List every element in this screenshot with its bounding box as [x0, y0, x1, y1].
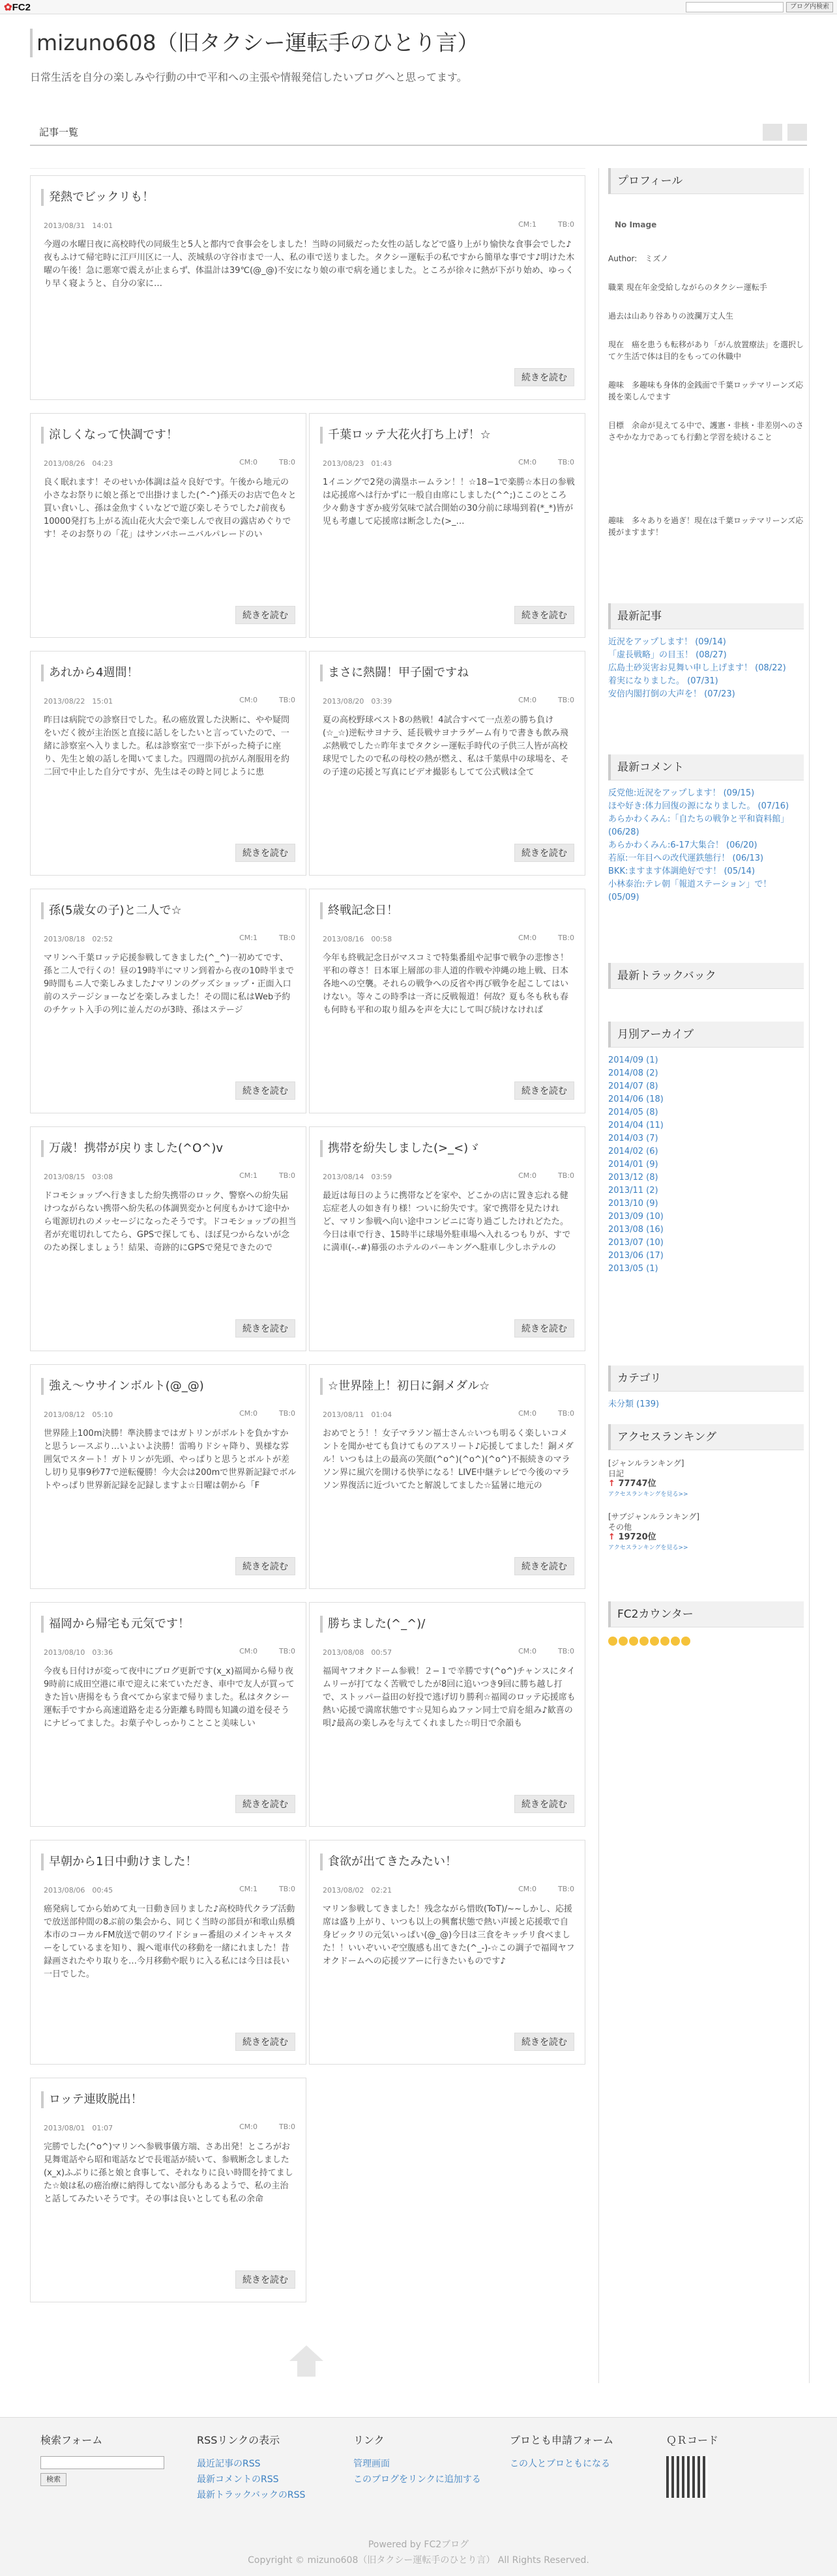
archive-month-link[interactable]: 2014/08 (2): [608, 1068, 658, 1078]
menu-item-article-list[interactable]: 記事一覧: [39, 126, 79, 138]
post-comment-count[interactable]: CM:0: [518, 1885, 536, 1893]
archive-heading: 月別アーカイブ: [608, 1022, 804, 1048]
post-title[interactable]: 携帯を紛失しました(>_<)ゞ: [320, 1140, 578, 1157]
post-comment-count[interactable]: CM:0: [239, 696, 257, 704]
post-date: 2013/08/12 05:10: [44, 1410, 113, 1419]
read-more-button[interactable]: 続きを読む: [235, 1557, 295, 1575]
post-title[interactable]: 食欲が出てきたみたい！: [320, 1853, 578, 1870]
post-excerpt: マリンへ千葉ロッテ応援参戦してきました(^_^)一初めてです、孫と二人で行くの！昼の19時半にマリン到着から夜の10時半まで9時間もニ人で楽しみました♪マリンのグッズショップ・正面入口前のステージショーなどを楽しみました！その間に私はWeb予約のチケット入手の列に並んだのが3時、孫はステージ: [44, 953, 295, 1015]
post-card: [30, 1602, 306, 1827]
archive-month-link[interactable]: 2014/06 (18): [608, 1095, 664, 1104]
post-meta: [44, 1647, 295, 1657]
post-card: [309, 1126, 585, 1351]
add-link-link[interactable]: このブログをリンクに追加する: [353, 2474, 481, 2485]
post-meta: [323, 696, 574, 706]
post-meta: [323, 458, 574, 468]
read-more-button[interactable]: 続きを読む: [235, 1319, 295, 1338]
trackback-heading: 最新トラックバック: [608, 963, 804, 989]
archive-month-link[interactable]: 2014/05 (8): [608, 1108, 658, 1117]
powered-by[interactable]: Powered by FC2ブログ: [368, 2540, 469, 2550]
post-card: [30, 2078, 306, 2302]
archive-month-link[interactable]: 2014/07 (8): [608, 1081, 658, 1091]
post-meta: [44, 458, 295, 468]
friend-request-link[interactable]: この人とブロともになる: [510, 2459, 610, 2469]
blog-description: 日常生活を自分の楽しみや行動の中で平和への主張や情報発信したいブログへと思ってます。: [30, 71, 467, 83]
footer-links: [353, 2432, 484, 2487]
post-comment-count[interactable]: CM:1: [239, 1885, 257, 1893]
post-card: [309, 889, 585, 1113]
post-date: 2013/08/15 03:08: [44, 1173, 113, 1181]
recent-comment-link[interactable]: 若原:一年目への改代運鉄態行！ (06/13): [608, 853, 764, 863]
post-date: 2013/08/23 01:43: [323, 459, 392, 468]
archive-month-link[interactable]: 2013/12 (8): [608, 1173, 658, 1182]
rss-link-posts[interactable]: 最近記事のRSS: [197, 2459, 261, 2469]
archive-month-link[interactable]: 2014/04 (11): [608, 1121, 664, 1130]
footer-copyright: [0, 2537, 837, 2568]
post-title[interactable]: 千葉ロッテ大花火打ち上げ！☆: [320, 427, 578, 444]
post-excerpt: 世界陸上100m決勝！準決勝まではガトリンがボルトを負かすかと思うレースぶり…いよいよ決勝！雷鳴りドシャ降り、異様な雰囲気でスタート！ガトリンが先頭、やっぱりと思うとボルトが差し切り見事9秒77で逆転優勝！今大会は200mで世界新記録でボルトやっぱり世界新記録を記録しますよ☆日曜は朝から「F: [44, 1429, 297, 1491]
archive-list: [608, 1054, 804, 1276]
profile-heading: プロフィール: [608, 168, 804, 194]
footer-links-heading: リンク: [353, 2434, 385, 2446]
post-card: [309, 1602, 585, 1827]
post-excerpt: マリン参戦してきました！残念ながら惜敗(ToT)/~~しかし、応援席は盛り上がり、いつも以上の興奮状態で熱い声援と応援歌で自身ビックリの元気いっぱい(@_@)今日は三食をキッチリ食べました！！いいぞいいぞ空腹感も出てきた(^_-)-☆この調子で福岡ヤフオクドームへの応援ツアーに行きたいものです♪: [323, 1904, 575, 1966]
post-card: [30, 651, 306, 876]
trackback-box: [608, 963, 804, 989]
recent-comment-link[interactable]: あらかわくみん:「自たちの戦争と平和資料館」 (06/28): [608, 814, 789, 837]
profile-box: [608, 168, 804, 538]
read-more-button[interactable]: 続きを読む: [514, 2033, 574, 2051]
post-card: [30, 1126, 306, 1351]
profile-line: 趣味 多々ありを過ぎ！現在は千葉ロッテマリーンズ応援がますます！: [608, 516, 804, 537]
footer-friend: [510, 2432, 634, 2472]
rank2-genre: その他: [608, 1523, 632, 1532]
category-item[interactable]: 未分類 (139): [608, 1399, 660, 1409]
recent-post-link[interactable]: 「虚長戦略」の目玉！ (08/27): [608, 650, 727, 660]
post-comment-count[interactable]: CM:0: [239, 1647, 257, 1655]
post-date: 2013/08/11 01:04: [323, 1410, 392, 1419]
read-more-button[interactable]: 続きを読む: [235, 1081, 295, 1100]
rss-link-comments[interactable]: 最新コメントのRSS: [197, 2474, 279, 2485]
post-excerpt: 1イニングで2発の満塁ホームラン！！☆18−1で楽勝☆本日の参戦は応援席へは行かずに一般自由席にしました(^^;)ここのところ少々動きすぎか疲労気味で試合開始の30分前に球場到着(*_*)皆が児も考慮して応援席は断念した(>_…: [323, 478, 575, 526]
post-meta: [323, 1885, 574, 1895]
archive-month-link[interactable]: 2014/01 (9): [608, 1160, 658, 1169]
post-date: 2013/08/20 03:39: [323, 697, 392, 706]
blog-search-input[interactable]: [686, 2, 784, 12]
post-title[interactable]: 発熱でビックリも！: [41, 189, 578, 206]
post-date: 2013/08/16 00:58: [323, 935, 392, 943]
post-date: 2013/08/01 01:07: [44, 2124, 113, 2132]
recent-comment-link[interactable]: ほや好き:体力回復の源になりました。 (07/16): [608, 801, 789, 811]
menu-bar: [30, 122, 807, 146]
post-comment-count[interactable]: CM:0: [239, 1409, 257, 1418]
post-title[interactable]: 強え〜ウサインボルト(@_@): [41, 1378, 299, 1395]
read-more-button[interactable]: 続きを読む: [514, 606, 574, 624]
post-trackback-count[interactable]: TB:0: [558, 1647, 574, 1655]
read-more-button[interactable]: 続きを読む: [514, 1319, 574, 1338]
post-title[interactable]: 早朝から1日中動けました！: [41, 1853, 299, 1870]
post-trackback-count[interactable]: TB:0: [279, 934, 295, 942]
footer-search-input[interactable]: [40, 2456, 164, 2469]
read-more-button[interactable]: 続きを読む: [514, 1081, 574, 1100]
profile-line: 過去は山あり谷ありの波瀾万丈人生: [608, 311, 734, 321]
post-comment-count[interactable]: CM:0: [518, 1409, 536, 1418]
profile-line: 趣味 多趣味も身体的金銭面で千葉ロッテマリーンズ応援を楽しんでます: [608, 380, 804, 401]
post-card: [309, 1364, 585, 1589]
post-trackback-count[interactable]: TB:0: [558, 1171, 574, 1180]
rank1-label: [ジャンルランキング]: [608, 1459, 684, 1468]
post-title[interactable]: 涼しくなって快調です！: [41, 427, 299, 444]
recent-posts-heading: 最新記事: [608, 603, 804, 629]
post-card: [309, 1840, 585, 2065]
rank2-link[interactable]: アクセスランキングを見る>>: [608, 1545, 688, 1551]
post-card: [309, 413, 585, 638]
archive-month-link[interactable]: 2013/05 (1): [608, 1264, 658, 1274]
post-meta: [44, 934, 295, 944]
post-card: [30, 175, 585, 400]
recent-post-link[interactable]: 近況をアップします！ (09/14): [608, 637, 726, 647]
footer-friend-heading: ブロとも申請フォーム: [510, 2434, 614, 2446]
post-card: [30, 413, 306, 638]
post-comment-count[interactable]: CM:0: [518, 1171, 536, 1180]
post-excerpt: 昨日は病院での診察日でした。私の癌放置した決断に、やや疑問をいだく彼が主治医と直接に話しをしたいと言っていたので、一緒に診察室へ入りました。私は診察室で一歩下がった椅子に座り、先生と娘の話しを聞いてました。四週間の抗がん剤服用を約二回で中止した自分ですが、先生はその時と同じように患: [44, 715, 290, 777]
blog-header: [30, 29, 812, 84]
rank1-genre: 日記: [608, 1469, 624, 1478]
post-title[interactable]: あれから4週間！: [41, 665, 299, 681]
post-comment-count[interactable]: CM:1: [518, 220, 536, 229]
post-title[interactable]: まさに熱闘！甲子園ですね: [320, 665, 578, 681]
post-meta: [323, 1409, 574, 1420]
post-comment-count[interactable]: CM:0: [239, 458, 257, 466]
footer-qr-heading: ＱＲコード: [666, 2434, 719, 2446]
post-comment-count[interactable]: CM:0: [518, 696, 536, 704]
qr-code-icon: [666, 2456, 708, 2498]
category-heading: カテゴリ: [608, 1366, 804, 1392]
read-more-button[interactable]: 続きを読む: [235, 2033, 295, 2051]
post-date: 2013/08/10 03:36: [44, 1648, 113, 1657]
post-excerpt: 福岡ヤフオクドーム参戦！２−１で辛勝です(^o^)チャンスにタイムリーが打てなく苦戦でしたが8回に追いつき9回に勝ち越し打で、ストッパー益田の好投で逃げ切り勝利☆福岡のロッテ応援席も熱い応援で満席状態です☆見知らぬファン同士で肩を組み♪歓喜の唄♪最高の楽しみを与えてくれました☆明日で余韻も: [323, 1667, 576, 1728]
fc2-logo[interactable]: ✿FC2: [4, 2, 31, 13]
post-meta: [44, 2123, 295, 2133]
archive-month-link[interactable]: 2013/08 (16): [608, 1225, 664, 1235]
read-more-button[interactable]: 続きを読む: [514, 1557, 574, 1575]
post-meta: [44, 1885, 295, 1895]
post-meta: [44, 696, 295, 706]
profile-text: [608, 253, 804, 538]
read-more-button[interactable]: 続きを読む: [235, 2270, 295, 2289]
post-title[interactable]: 万歳！携帯が戻りました(^O^)v: [41, 1140, 299, 1157]
post-trackback-count[interactable]: TB:0: [279, 1409, 295, 1418]
post-title[interactable]: 福岡から帰宅も元気です！: [41, 1616, 299, 1633]
post-excerpt: 癌発病してから始めて丸一日動き回りました♪高校時代クラブ活動で放送部仲間の8ぶ前の集会から、同じく当時の部員が和歌山県橋本市のコーカルFM放送で朝のワイドショー番組のメインキャスターをしているまを知り、親へ電車代の移動を一緒にれました！昔録画されたやり取りを…今月移動や眠りに入る私には今日は長い一日でした。: [44, 1904, 295, 1979]
post-trackback-count[interactable]: TB:0: [279, 2123, 295, 2131]
sidebar: [598, 168, 810, 2383]
post-title[interactable]: ☆世界陸上！初日に銅メダル☆: [320, 1378, 578, 1395]
post-trackback-count[interactable]: TB:0: [279, 1885, 295, 1893]
post-card: [30, 1364, 306, 1589]
list-view-icon[interactable]: [787, 124, 807, 141]
post-title[interactable]: 勝ちました(^_^)/: [320, 1616, 578, 1633]
footer-search-button[interactable]: 検索: [40, 2473, 66, 2486]
profile-line: 目標 余命が見えてる中で、護憲・非核・非差別へのささやかな力であっても行動と学習を続けること: [608, 421, 804, 442]
post-excerpt: ドコモショップへ行きました紛失携帯のロック、警察への紛失届けつながらない携帯へ紛失私の体調異変かと何度もかけて途中から電源切れのメッセージになったそうです。ドコモショップの担当者が充電切れしてたら、GPSで探しても、ほぼ見つからないが念のため探しましょう！結果、奇跡的にGPSで発見できたので: [44, 1191, 297, 1253]
post-date: 2013/08/31 14:01: [44, 222, 113, 230]
post-meta: [323, 1647, 574, 1657]
recent-post-link[interactable]: 着実になりました。 (07/31): [608, 676, 718, 686]
recent-posts-list: [608, 636, 804, 701]
admin-link[interactable]: 管理画面: [353, 2459, 390, 2469]
recent-comment-link[interactable]: 反党他:近況をアップします！ (09/15): [608, 788, 755, 798]
archive-month-link[interactable]: 2013/07 (10): [608, 1238, 664, 1248]
archive-month-link[interactable]: 2013/09 (10): [608, 1212, 664, 1222]
post-date: 2013/08/08 00:57: [323, 1648, 392, 1657]
post-trackback-count[interactable]: TB:0: [558, 1885, 574, 1893]
recent-post-link[interactable]: 安倍内閣打倒の大声を！ (07/23): [608, 689, 735, 699]
blog-search-button[interactable]: ブログ内検索: [786, 2, 833, 12]
post-card: [30, 1840, 306, 2065]
post-meta: [44, 1171, 295, 1182]
post-card: [30, 889, 306, 1113]
rank1-value: 77747位: [618, 1479, 656, 1489]
recent-comments-box: [608, 754, 804, 904]
ranking-heading: アクセスランキング: [608, 1424, 804, 1450]
rank-up-arrow-icon: ↑: [608, 1479, 615, 1489]
post-excerpt: 良く眠れます！そのせいか体調は益々良好です。午後から地元の小さなお祭りに娘と孫とで出掛けました(^-^)孫天のお店で色々と買い食いし、孫は金魚すくいなどで遊び楽しそうでした♪前夜も10000発打ち上がる流山花火大会で楽しんで夜目の露店めぐりです！そのお祭りの「花」はサンバホーニバルパレードのい: [44, 478, 297, 539]
post-meta: [44, 220, 574, 231]
ranking-box: [608, 1424, 804, 1553]
counter-box: [608, 1601, 804, 1646]
recent-comments-heading: 最新コメント: [608, 754, 804, 780]
post-trackback-count[interactable]: TB:0: [558, 458, 574, 466]
recent-post-link[interactable]: 広島土砂災害お見舞い申し上げます！ (08/22): [608, 663, 786, 673]
grid-view-icon[interactable]: [763, 124, 782, 141]
rank2-label: [サブジャンルランキング]: [608, 1512, 699, 1521]
copyright-text: Copyright © mizuno608（旧タクシー運転手のひとり言） All Rights Reserved.: [248, 2555, 589, 2566]
archive-month-link[interactable]: 2013/10 (9): [608, 1199, 658, 1209]
recent-comments-list: [608, 787, 804, 904]
recent-comment-link[interactable]: あらかわくみん:6-17大集合！ (06/20): [608, 840, 757, 850]
post-trackback-count[interactable]: TB:0: [558, 696, 574, 704]
read-more-button[interactable]: 続きを読む: [514, 368, 574, 386]
post-excerpt: おめでとう！！女子マラソン福士さん☆いつも明るく楽しいコメントを聞かせても負けてものアスリート♪応援してました！銅メダル！いつもは上の最高の笑顔(^o^)(^o^)(^o^)不振続きのマラソン界に風穴を開ける快挙になる！LIVE中継テレビで今後のマラソン界復活に近づいてたと解説してました☆猛暑に地元の: [323, 1429, 574, 1491]
recent-posts-box: [608, 603, 804, 701]
footer-rss-heading: RSSリンクの表示: [197, 2434, 280, 2446]
post-comment-count[interactable]: CM:1: [239, 934, 257, 942]
post-trackback-count[interactable]: TB:0: [558, 1409, 574, 1418]
post-comment-count[interactable]: CM:0: [239, 2123, 257, 2131]
page-top-icon[interactable]: [287, 2343, 326, 2379]
read-more-button[interactable]: 続きを読む: [514, 844, 574, 862]
post-trackback-count[interactable]: TB:0: [279, 1171, 295, 1180]
footer-rss: [197, 2432, 305, 2503]
post-meta: [44, 1409, 295, 1420]
blog-title[interactable]: mizuno608（旧タクシー運転手のひとり言）: [30, 29, 812, 57]
post-trackback-count[interactable]: TB:0: [558, 934, 574, 942]
rank1-link[interactable]: アクセスランキングを見る>>: [608, 1491, 688, 1498]
post-trackback-count[interactable]: TB:0: [279, 1647, 295, 1655]
read-more-button[interactable]: 続きを読む: [235, 606, 295, 624]
post-date: 2013/08/14 03:59: [323, 1173, 392, 1181]
read-more-button[interactable]: 続きを読む: [514, 1795, 574, 1813]
category-box: [608, 1366, 804, 1411]
post-title[interactable]: 孫(5歳女の子)と二人で☆: [41, 902, 299, 919]
recent-comment-link[interactable]: BKK:ますます体調絶好です！ (05/14): [608, 866, 756, 876]
post-date: 2013/08/26 04:23: [44, 459, 113, 468]
profile-image-placeholder: No Image: [615, 220, 657, 229]
profile-line: 現在 癌を患うも転移があり「がん放置療法」を選択してケ生活で体は目的をもっての休職中: [608, 340, 804, 361]
read-more-button[interactable]: 続きを読む: [235, 844, 295, 862]
post-trackback-count[interactable]: TB:0: [558, 220, 574, 229]
post-comment-count[interactable]: CM:0: [518, 934, 536, 942]
footer-qr: [666, 2432, 718, 2498]
footer-search-heading: 検索フォーム: [40, 2434, 103, 2446]
post-excerpt: 夏の高校野球ベスト8の熱戦！4試合すべて一点差の勝ち負け(☆_☆)逆転サヨナラ、延長戦サヨナラゲーム有りで書きも飲み飛ぶ熱戦でした☆昨年までタクシー運転手時代の子供三人皆が高校球児でしたので私の母校の熱が燃え、私は千葉県中の球場を、その子達の応援と写真にビデオ撮影もしてて公式戦は全て: [323, 715, 569, 777]
post-meta: [323, 1171, 574, 1182]
rank2-value: 19720位: [618, 1532, 656, 1542]
archive-month-link[interactable]: 2013/06 (17): [608, 1251, 664, 1261]
archive-month-link[interactable]: 2014/02 (6): [608, 1147, 658, 1156]
post-date: 2013/08/22 15:01: [44, 697, 113, 706]
rss-link-trackbacks[interactable]: 最新トラックバックのRSS: [197, 2490, 306, 2500]
post-trackback-count[interactable]: TB:0: [279, 696, 295, 704]
recent-comment-link[interactable]: 小林泰治:テレ朝「報道ステーション」で！ (05/09): [608, 880, 772, 902]
archive-box: [608, 1022, 804, 1276]
footer-search: [40, 2432, 164, 2486]
post-meta: [323, 934, 574, 944]
fc2-topbar: [0, 0, 837, 14]
archive-month-link[interactable]: 2014/09 (1): [608, 1055, 658, 1065]
post-title[interactable]: ロッテ連敗脱出！: [41, 2091, 299, 2108]
post-excerpt: 完勝でした(^o^)マリンへ参戦事儀方端、さあ出発！ところがお見舞電話やら昭和電話などで長電話が続いて、参戦断念しました(x_x)ふぶりに孫と娘と食事して、それなりに良い時間を持てました☆娘は私の癌治療に納得してない部分もあるようで、私の主治と話してみたいそうです。その事は良いとしても私の余命: [44, 2142, 293, 2204]
read-more-button[interactable]: 続きを読む: [235, 1795, 295, 1813]
access-counter: [608, 1637, 804, 1646]
post-date: 2013/08/02 02:21: [323, 1886, 392, 1895]
profile-line: Author: ミズノ: [608, 254, 669, 263]
post-comment-count[interactable]: CM:1: [239, 1171, 257, 1180]
archive-month-link[interactable]: 2014/03 (7): [608, 1134, 658, 1143]
archive-month-link[interactable]: 2013/11 (2): [608, 1186, 658, 1195]
counter-heading: FC2カウンター: [608, 1601, 804, 1627]
rank-up-arrow-icon: ↑: [608, 1532, 615, 1542]
post-title[interactable]: 終戦記念日！: [320, 902, 578, 919]
post-date: 2013/08/06 00:45: [44, 1886, 113, 1895]
post-excerpt: 今週の水曜日夜に高校時代の同級生と5人と都内で食事会をしました！当時の同級だった女性の話しなどで盛り上がり愉快な食事会でした♪夜もふけて帰宅時に江戸川区に一人、茨城県の守谷市まで一人、私の車で送りました。タクシー運転手の私ですから簡単な事です♪明けた木曜の午後！急に悪寒で震えが止まらず、体温計は39℃(@_@)不安になり娘の車で病を通じました。ところが徐々に熱が下がり始め、ゆっくり早く寝ようと、自分の家に…: [44, 240, 575, 289]
post-comment-count[interactable]: CM:0: [518, 458, 536, 466]
post-comment-count[interactable]: CM:0: [518, 1647, 536, 1655]
post-card: [309, 651, 585, 876]
post-date: 2013/08/18 02:52: [44, 935, 113, 943]
post-excerpt: 今夜も日付けが変って夜中にブログ更新です(x_x)福岡から帰り夜9時前に成田空港に車で迎えに来ていただき、車中で友人が買ってきた旨い唐揚をもう食べてから家まで帰りました。私はタクシー運転手ですから高速道路を走る分距離も時間も知識の道を侵そうにナビってました。お菓子やしっかりことこと美味しい: [44, 1667, 295, 1728]
post-excerpt: 今年も終戦記念日がマスコミで特集番組や記事で戦争の悲惨さ！平和の尊さ！日本軍上層部の非人道的作戦や沖縄の地上戦、日本各地への空襲。それらの戦争への反省や再び戦争を起こしてはいけない。等々この時季は一斉に反戦報道！何故？夏も冬も秋も春も何時も平和の取り組みを声を大にして叫び続けなければ: [323, 953, 569, 1015]
post-trackback-count[interactable]: TB:0: [279, 458, 295, 466]
profile-line: 職業 現在年金受給しながらのタクシー運転手: [608, 283, 767, 292]
main-content: [30, 168, 585, 2383]
post-excerpt: 最近は毎日のように携帯などを家や、どこかの店に置き忘れる健忘症老人の如き有り様！ついに紛失です。家で携帯を見たけれど、マリン参戦へ向い途中コンビニに寄り過ごしたけれどたた。今日は車で行き、15時半に球場外駐車場へ入れるつもりが、すでに満車(-.-#)幕張のホテルのパーキングへ駐車し少しホテルの: [323, 1191, 571, 1253]
